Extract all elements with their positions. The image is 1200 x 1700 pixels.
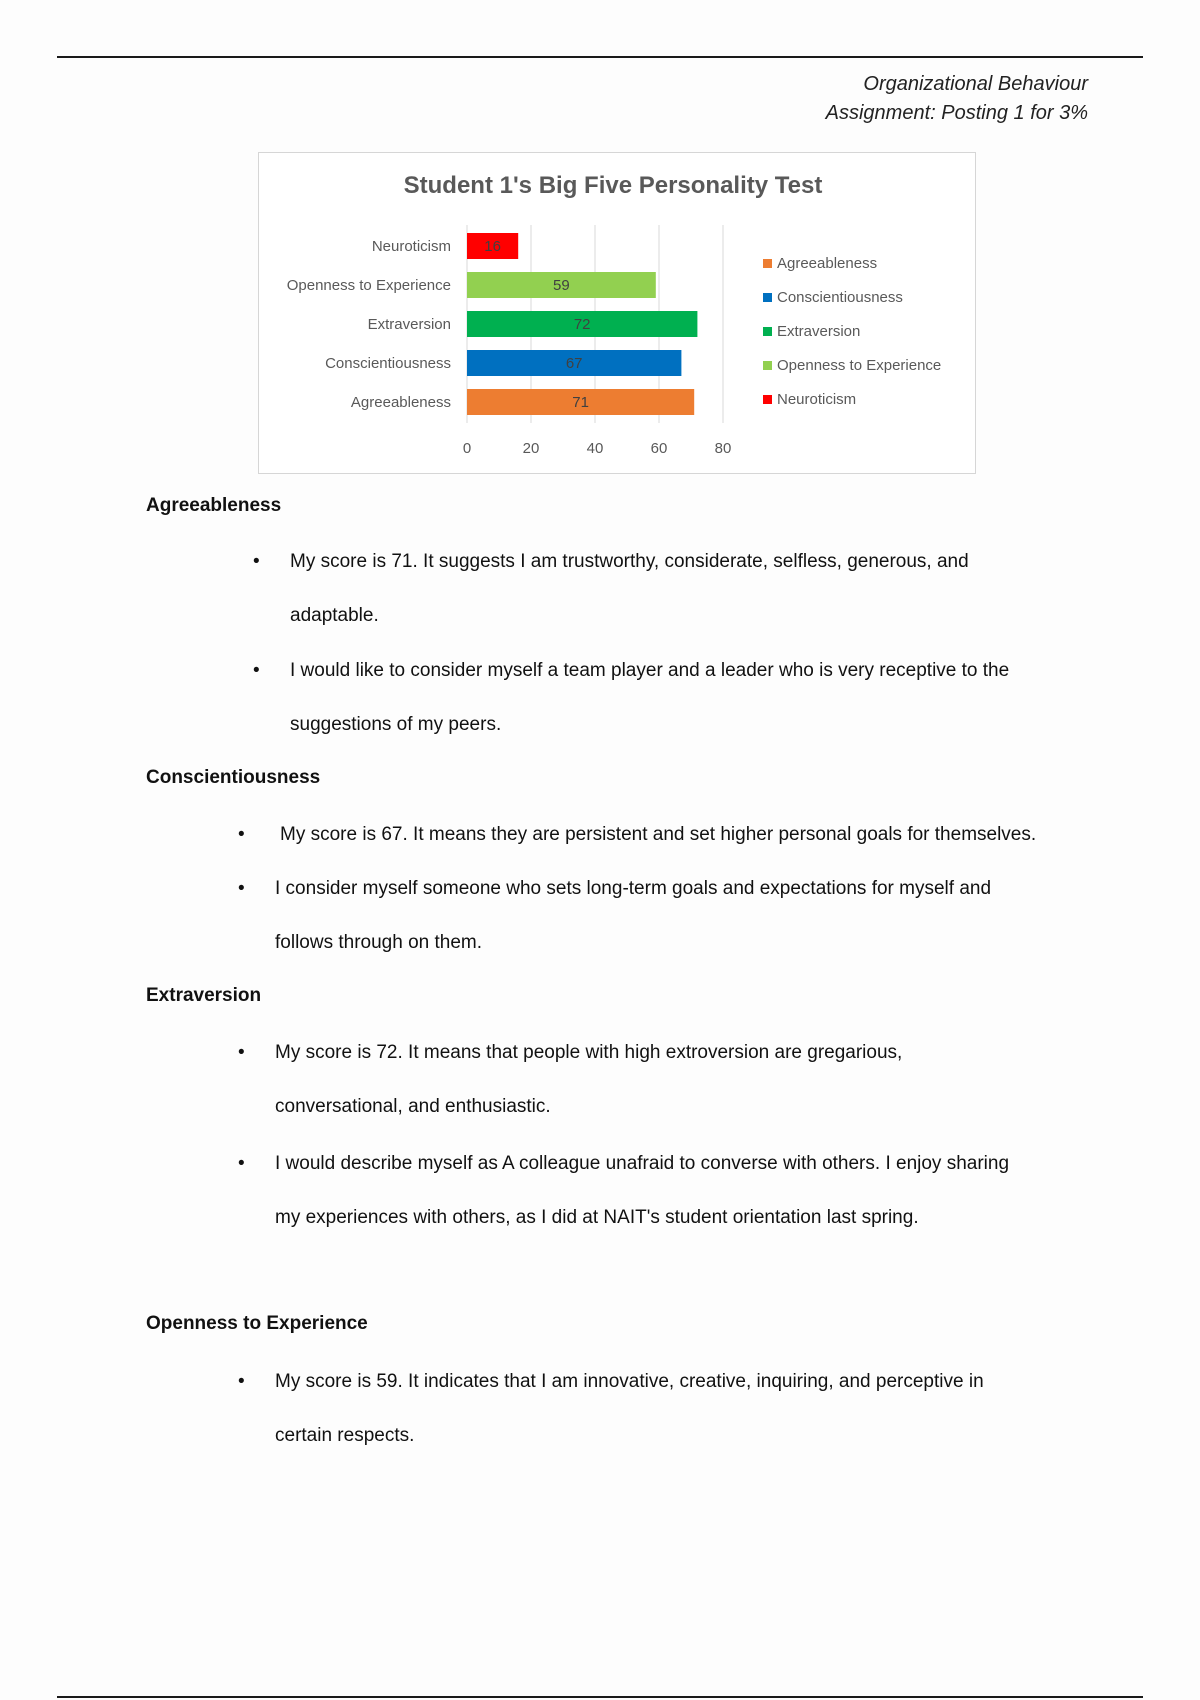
list-item <box>253 644 1009 752</box>
bullet-line: I would like to consider myself a team player and a leader who is very receptive to the <box>290 660 1010 681</box>
legend-label: Extraversion <box>777 323 861 340</box>
legend-label: Openness to Experience <box>777 357 942 374</box>
bar-value-label: 72 <box>573 316 591 333</box>
list-item <box>238 808 1036 862</box>
bullet-line: I would describe myself as A colleague unafraid to converse with others. I enjoy sharing <box>275 1153 1010 1174</box>
list-item <box>253 535 969 643</box>
bullet-line: My score is 59. It indicates that I am innovative, creative, inquiring, and perceptive in <box>275 1371 984 1392</box>
section-title-extraversion: Extraversion <box>146 985 262 1006</box>
bar-value-label: 16 <box>484 238 501 255</box>
section-title-agreeableness: Agreeableness <box>146 495 282 516</box>
bullet-line: My score is 72. It means that people with high extroversion are gregarious, <box>275 1042 903 1063</box>
bar-value-label: 67 <box>565 355 583 372</box>
x-tick-label: 20 <box>522 440 540 457</box>
y-category-label: Agreeableness <box>350 394 451 411</box>
course-title: Organizational Behaviour <box>863 73 1088 95</box>
personality-chart <box>258 152 976 474</box>
legend-swatch <box>763 259 772 268</box>
bullet-line: follows through on them. <box>275 932 483 953</box>
bar-value-label: 71 <box>572 394 589 411</box>
bullet-icon: • <box>238 878 245 899</box>
list-item <box>238 1355 984 1463</box>
legend-swatch <box>763 327 772 336</box>
bullet-icon: • <box>238 1042 245 1063</box>
y-category-label: Conscientiousness <box>325 355 451 372</box>
page-header <box>826 70 1088 128</box>
legend-swatch <box>763 293 772 302</box>
bullet-icon: • <box>253 660 260 681</box>
legend-label: Neuroticism <box>777 391 857 408</box>
legend-swatch <box>763 395 772 404</box>
x-tick-label: 0 <box>462 440 472 457</box>
bullet-line: My score is 71. It suggests I am trustworthy, considerate, selfless, generous, and <box>290 551 969 572</box>
bullet-icon: • <box>238 824 245 845</box>
list-item <box>238 1137 1009 1245</box>
chart-title: Student 1's Big Five Personality Test <box>403 172 823 199</box>
y-category-label: Openness to Experience <box>286 277 451 294</box>
bullet-line: conversational, and enthusiastic. <box>275 1096 551 1117</box>
bullet-icon: • <box>253 551 260 572</box>
header-rule <box>57 56 1143 58</box>
x-tick-label: 60 <box>650 440 668 457</box>
bar-value-label: 59 <box>553 277 570 294</box>
bullet-icon: • <box>238 1371 245 1392</box>
bullet-line: suggestions of my peers. <box>290 714 502 735</box>
section-title-openness: Openness to Experience <box>146 1313 368 1334</box>
bullet-line: my experiences with others, as I did at NAIT's student orientation last spring. <box>275 1207 919 1228</box>
list-item <box>238 1026 902 1134</box>
bullet-line: certain respects. <box>275 1425 415 1446</box>
list-item <box>238 862 991 970</box>
y-category-label: Extraversion <box>367 316 451 333</box>
bullet-icon: • <box>238 1153 245 1174</box>
bullet-line: My score is 67. It means they are persistent and set higher personal goals for themselves. <box>280 824 1037 845</box>
legend-label: Conscientiousness <box>777 289 903 306</box>
legend-label: Agreeableness <box>777 255 878 272</box>
assignment-title: Assignment: Posting 1 for 3% <box>825 102 1088 124</box>
footer-rule <box>57 1696 1143 1698</box>
legend-swatch <box>763 361 772 370</box>
section-title-conscientiousness: Conscientiousness <box>146 767 321 788</box>
bullet-line: I consider myself someone who sets long-term goals and expectations for myself and <box>275 878 992 899</box>
x-tick-label: 80 <box>714 440 732 457</box>
bullet-line: adaptable. <box>290 605 379 626</box>
x-tick-label: 40 <box>586 440 604 457</box>
chart-canvas <box>259 153 975 473</box>
y-category-label: Neuroticism <box>371 238 451 255</box>
